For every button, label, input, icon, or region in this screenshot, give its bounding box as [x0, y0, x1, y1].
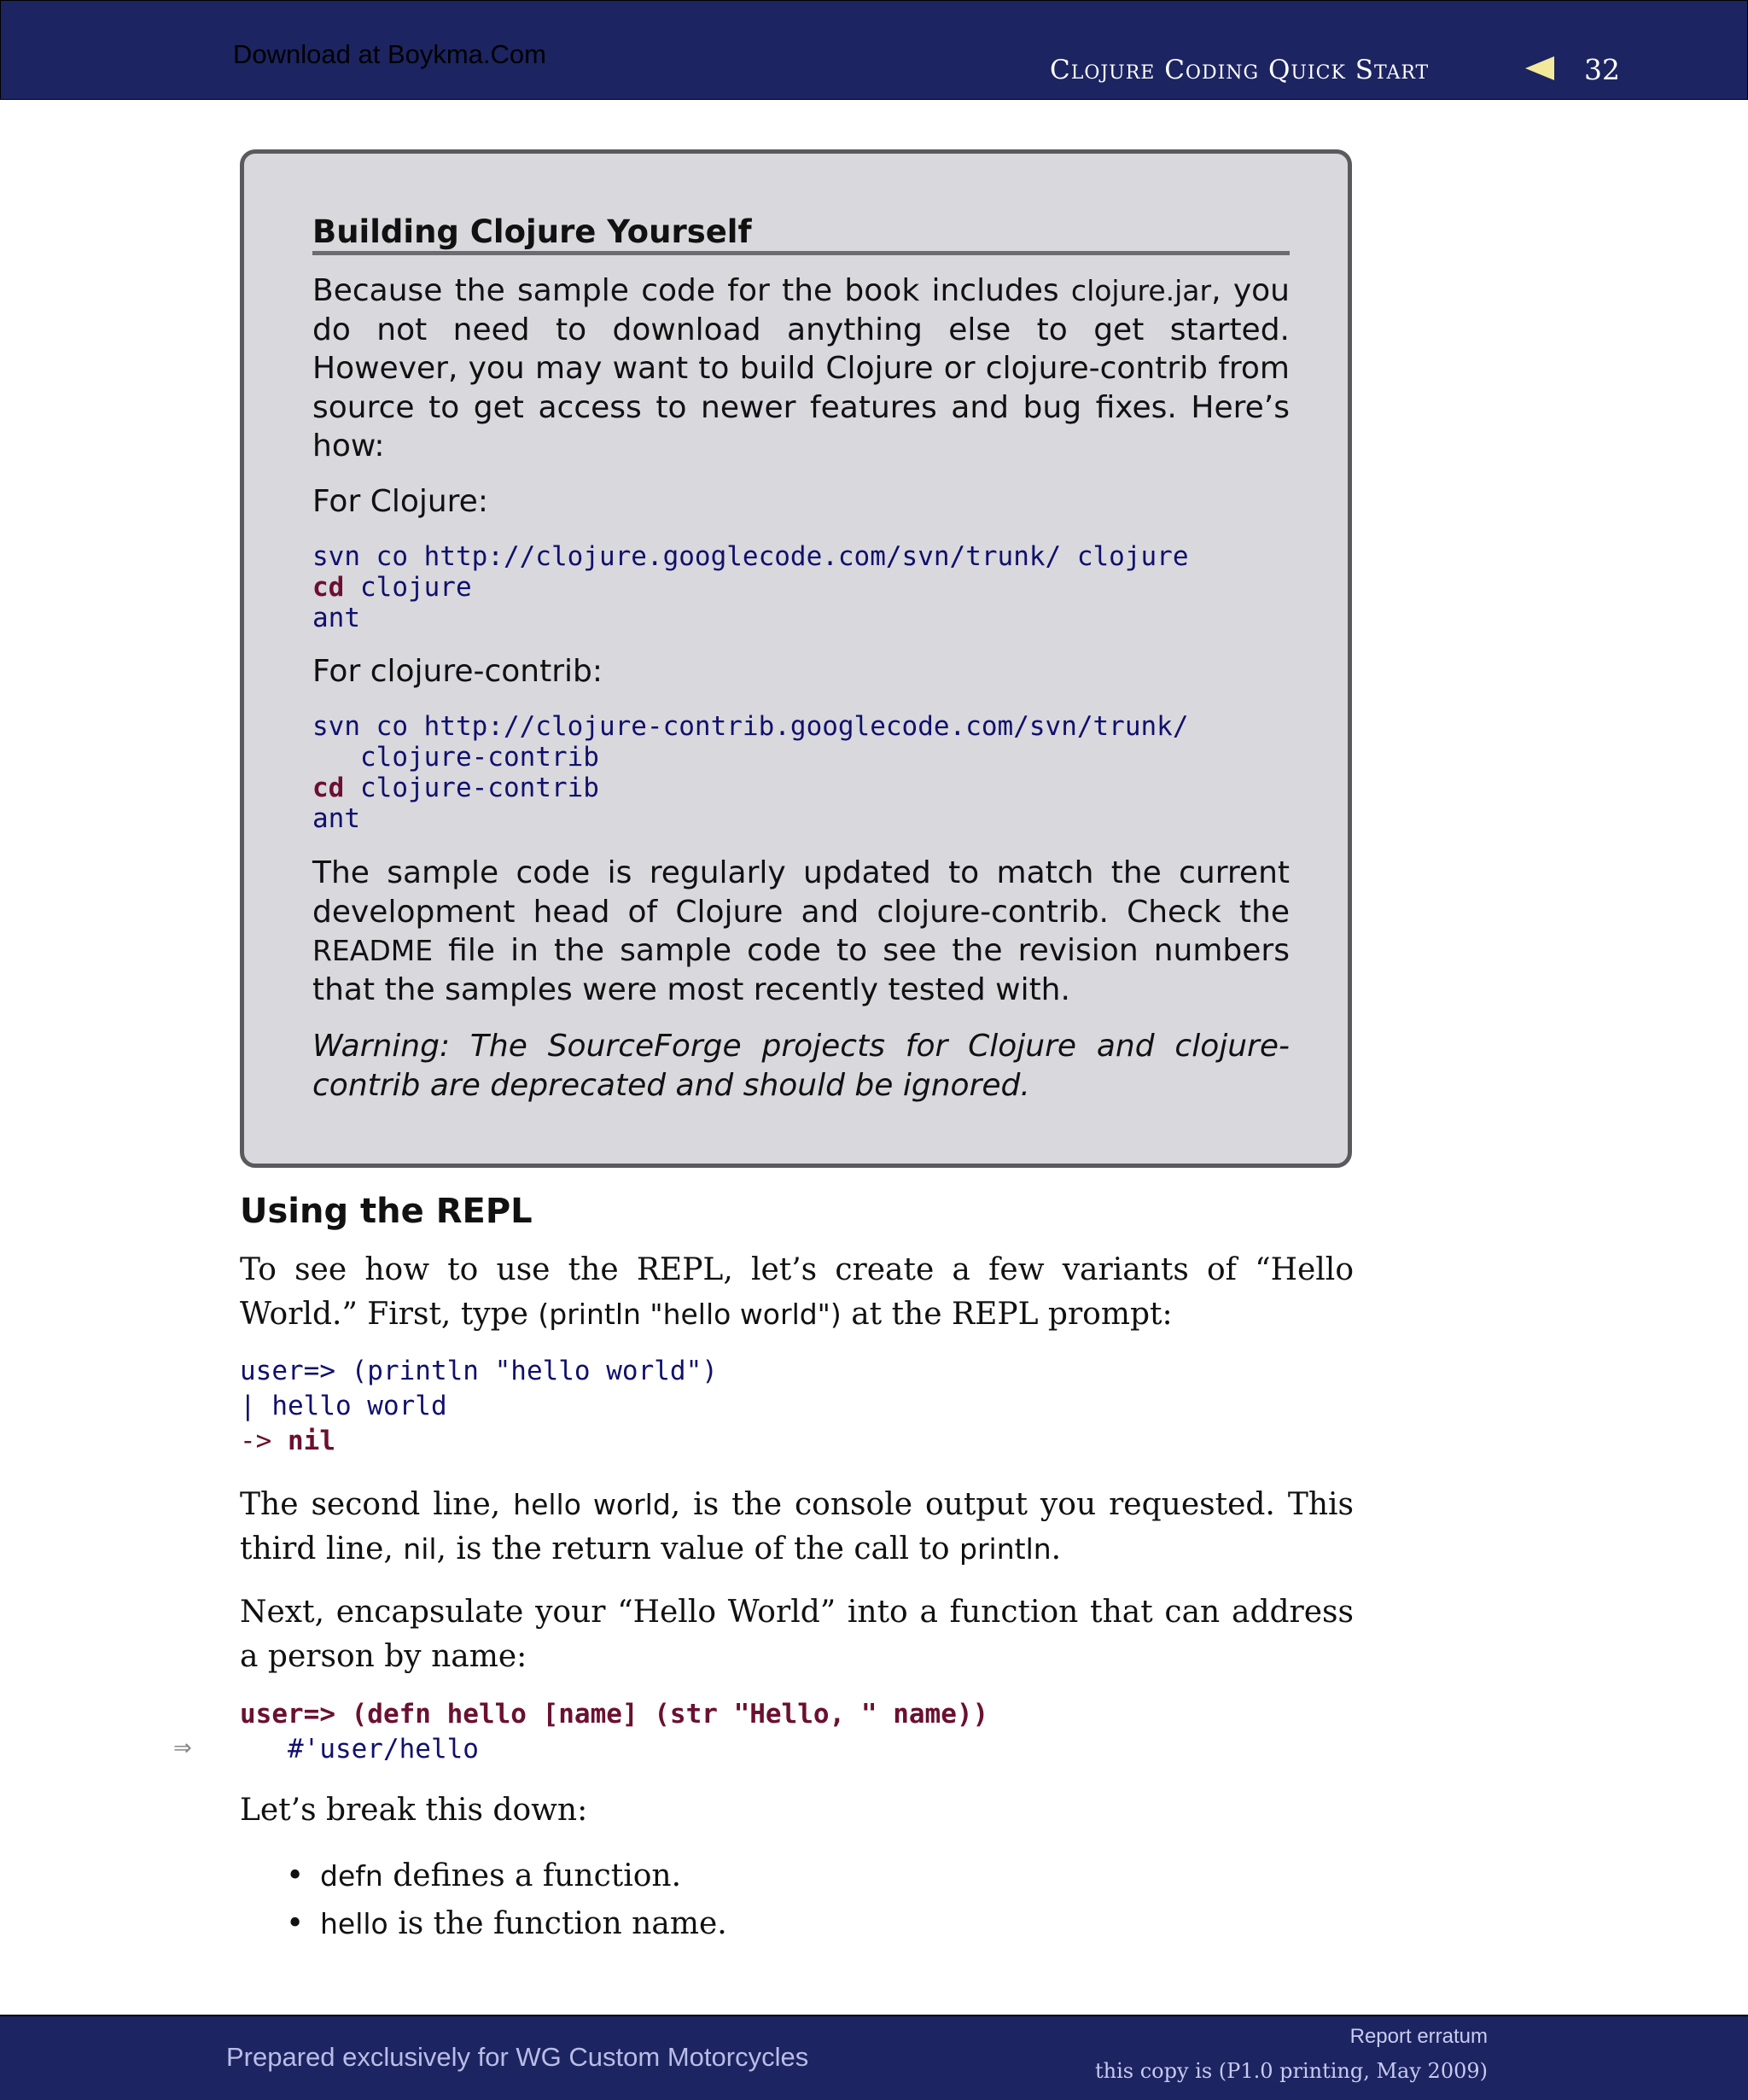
download-note: Download at Boykma.Com [233, 39, 546, 69]
sidebar-update-paragraph: The sample code is regularly updated to match the current development head of Clojure and clojure-contrib. Check the README file in the sample code to see the revision numbers that the samples were most recently tested with. [312, 855, 1290, 1007]
clojure-build-code: svn co http://clojure.googlecode.com/svn/trunk/ clojure cd clojure ant [312, 541, 1189, 633]
encapsulate-paragraph: Next, encapsulate your “Hello World” into a function that can address a person by name: [240, 1595, 1354, 1674]
console-output-paragraph: The second line, hello world, is the console output you requested. This third line, nil, is the return value of the call to println. [240, 1487, 1355, 1566]
margin-arrow-icon: ⇒ [173, 1735, 192, 1761]
prepared-for-note: Prepared exclusively for WG Custom Motorcycles [226, 2042, 809, 2072]
inline-code: hello world [513, 1488, 671, 1521]
repl-example-1: user=> (println "hello world") | hello world -> nil [240, 1356, 718, 1456]
page-number: 32 [1584, 53, 1620, 86]
running-chapter-title[interactable]: Clojure Coding Quick Start [1050, 55, 1430, 85]
for-clojure-label: For Clojure: [312, 484, 488, 519]
sidebar-title: Building Clojure Yourself [312, 213, 1290, 255]
breakdown-list [286, 1852, 727, 1948]
previous-page-arrow-icon[interactable] [1525, 56, 1554, 80]
repl-example-2: user=> (defn hello [name] (str "Hello, " name)) #'user/hello [240, 1699, 989, 1765]
inline-code: clojure.jar [1070, 274, 1212, 307]
list-item: • hello is the function name. [286, 1900, 727, 1948]
copy-info: this copy is (P1.0 printing, May 2009) [1095, 2059, 1488, 2083]
inline-code: (println "hello world") [538, 1298, 842, 1331]
for-contrib-label: For clojure-contrib: [312, 654, 603, 689]
breakdown-intro: Let’s break this down: [240, 1793, 588, 1828]
list-item: • defn defines a function. [286, 1852, 727, 1900]
inline-code: defn [320, 1859, 383, 1893]
repl-intro-paragraph: To see how to use the REPL, let’s create a few variants of “Hello World.” First, type (println "hello world") at the REPL prompt: [240, 1252, 1354, 1332]
sidebar-warning: Warning: The SourceForge projects for Clojure and clojure-contrib are deprecated and should be ignored. [312, 1029, 1290, 1103]
inline-code: hello [320, 1907, 388, 1940]
section-heading: Using the REPL [240, 1192, 533, 1231]
sidebar-intro-paragraph: Because the sample code for the book includes clojure.jar, you do not need to download anything else to get started. However, you may want to build Clojure or clojure-contrib from source to get access to newer features and bug fixes. Here’s how: [312, 273, 1290, 464]
inline-code: nil [403, 1532, 437, 1566]
inline-code: README [312, 934, 434, 967]
contrib-build-code: svn co http://clojure-contrib.googlecode.com/svn/trunk/ clojure-contrib cd clojure-contrib ant [312, 711, 1189, 834]
inline-code: println [959, 1532, 1052, 1566]
sidebar-box [240, 149, 1352, 1168]
report-erratum-link[interactable]: Report erratum [1349, 2025, 1488, 2048]
